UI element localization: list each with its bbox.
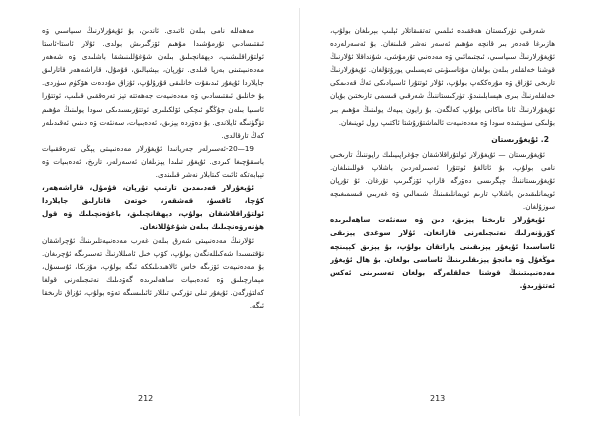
left-page-text (42, 24, 264, 370)
right-paragraph-3: ئۇيغۇرلار تارىختا يېزىق، دىن ۋە سەنئەت ساھەلىرىدە كۆرۈنەرلىك نەتىجىلەرنى قازانغان. ئۇلار سوغدى يېزىقى ئاساسىدا ئۇيغۇر يېزىقىنى ياراتقان بولۇپ، بۇ يېزىق كېيىنچە موڭغۇل ۋە مانجۇ يېزىقلىرىنىڭ ئاساسى بولغان. بۇ ھال ئۇيغۇر مەدەنىيىتىنىڭ قوشنا خەلقلەرگە بولغان تەسىرىنى ئەكس ئەتتۈرىدۇ. (330, 215, 555, 290)
left-paragraph-2: 19—20-ئەسىرلەر جەريانىدا ئۇيغۇرلار مەدەنىيىتى يېڭى تەرەققىيات باسقۇچىغا كىردى. ئۇيغۇر تىلىدا يېزىلغان ئەسەرلەر، تارىخ، ئەدەبىيات ۋە تېبابەتكە ئائىت كىتابلار نەشر قىلىندى. (42, 143, 264, 180)
left-paragraph-3: ئۇيغۇرلار قەدىمدىن تارتىپ تۇرپان، قۇمۇل، قاراشەھەر، كۇچا، ئاقسۇ، قەشقەر، خوتەن قاتارلىق جايلاردا ئولتۇراقلاشقان بولۇپ، دېھقانچىلىق، باغۋەنچىلىك ۋە قول ھۈنەرۋەنچىلىك بىلەن شۇغۇللانغان. (42, 183, 264, 232)
page-number-right: 213 (430, 394, 446, 403)
left-paragraph-4: ئۇلارنىڭ مەدەنىيىتى شەرق بىلەن غەرب مەدەنىيەتلىرىنىڭ ئۇچراشقان نۇقتىسىدا شەكىللەنگەن بولۇپ، كۆپ خىل ئامىللارنىڭ تەسىرىگە ئۇچرىغان. بۇ مەدەنىيەت ئۆزىگە خاس ئالاھىدىلىككە ئىگە بولۇپ، مۇزىكا، ئۇسسۇل، مېمارچىلىق ۋە ئەدەبىيات ساھەلىرىدە گەۋدىلىك نەتىجىلەرنى قولغا كەلتۈرگەن. ئۇيغۇر تىلى تۈركىي تىللار ئائىلىسىگە تەۋە بولۇپ، ئۇزاق تارىخقا ئىگە. (42, 235, 264, 310)
left-paragraph-1: مەھەللە نامى بىلەن ئاتىدى. ئاندىن، بۇ ئۇيغۇرلارنىڭ سىياسىي ۋە ئىقتىسادىي تۇرمۇشىدا مۇھىم ئۆزگىرىش بولدى. ئۇلار ئاستا-ئاستا ئولتۇراقلىشىپ، دېھقانچىلىق بىلەن شۇغۇللىنىشقا باشلىدى ۋە شەھەر مەدەنىيىتىنى بەرپا قىلدى. تۇرپان، بېشبالىق، قۇمۇل، قاراشەھەر قاتارلىق جايلاردا ئۇيغۇر ئىدىقۇت خانلىقى قۇرۇلۇپ، ئۇزاق مۇددەت ھۆكۈم سۈردى. بۇ خانلىق ئىقتىسادىي ۋە مەدەنىيەت جەھەتتە تېز تەرەققىي قىلىپ، ئوتتۇرا ئاسىيا بىلەن جۇڭگو ئىچكى ئۆلكىلىرى ئوتتۇرىسىدىكى سودا يولىنىڭ مۇھىم تۈگۈنىگە ئايلاندى. بۇ دەۋردە يېزىق، ئەدەبىيات، سەنئەت ۋە دىنىي ئەقىدىلەر كەڭ تارقالدى. (42, 26, 264, 140)
section-heading: 2. ئۇيغۇرىستان (491, 134, 549, 144)
right-paragraph-2: ئۇيغۇرىستان — ئۇيغۇرلار ئولتۇراقلاشقان جۇغراپىيىلىك رايوننىڭ تارىخىي نامى بولۇپ، بۇ ئاتالغۇ ئوتتۇرا ئەسىرلەردىن باشلاپ قوللىنىلغان. ئۇيغۇرىستاننىڭ چېگرىسى دەۋرگە قاراپ ئۆزگىرىپ تۇرغان. ئۇ تۇرپان ئويمانلىقىدىن باشلاپ تارىم ئويمانلىقىنىڭ شىمالىي ۋە غەربىي قىسمىغىچە سوزۇلغان. (330, 149, 555, 212)
right-page (300, 0, 600, 424)
page-number-left: 212 (138, 394, 154, 403)
right-paragraph-1: شەرقىي تۈركىستان ھەققىدە ئىلمىي تەتقىقاتلار ئېلىپ بېرىلغان بولۇپ، ھازىرغا قەدەر بىر قانچە مۇھىم ئەسەر نەشر قىلىنغان. بۇ ئەسەرلەردە ئۇيغۇرلارنىڭ سىياسىي، ئىجتىمائىي ۋە مەدەنىي تۇرمۇشى، شۇنداقلا ئۇلارنىڭ قوشنا خەلقلەر بىلەن بولغان مۇناسىۋىتى تەپسىلىي يورۇتۇلغان. ئۇيغۇرلارنىڭ تارىخى ئۇزاق ۋە مۇرەككەپ بولۇپ، ئۇلار ئوتتۇرا ئاسىيادىكى ئەڭ قەدىمكى خەلقلەرنىڭ بىرى ھېسابلىنىدۇ. تۈركىستاننىڭ شەرقىي قىسمى تارىختىن بۇيان ئۇيغۇرلارنىڭ ئانا ماكانى بولۇپ كەلگەن. بۇ رايون يىپەك يولىنىڭ مۇھىم بىر بۆلىكى سۈپىتىدە سودا ۋە مەدەنىيەت ئالماشتۇرۇشتا ئاكتىپ رول ئوينىغان. (330, 26, 555, 127)
right-page-text (330, 24, 555, 324)
